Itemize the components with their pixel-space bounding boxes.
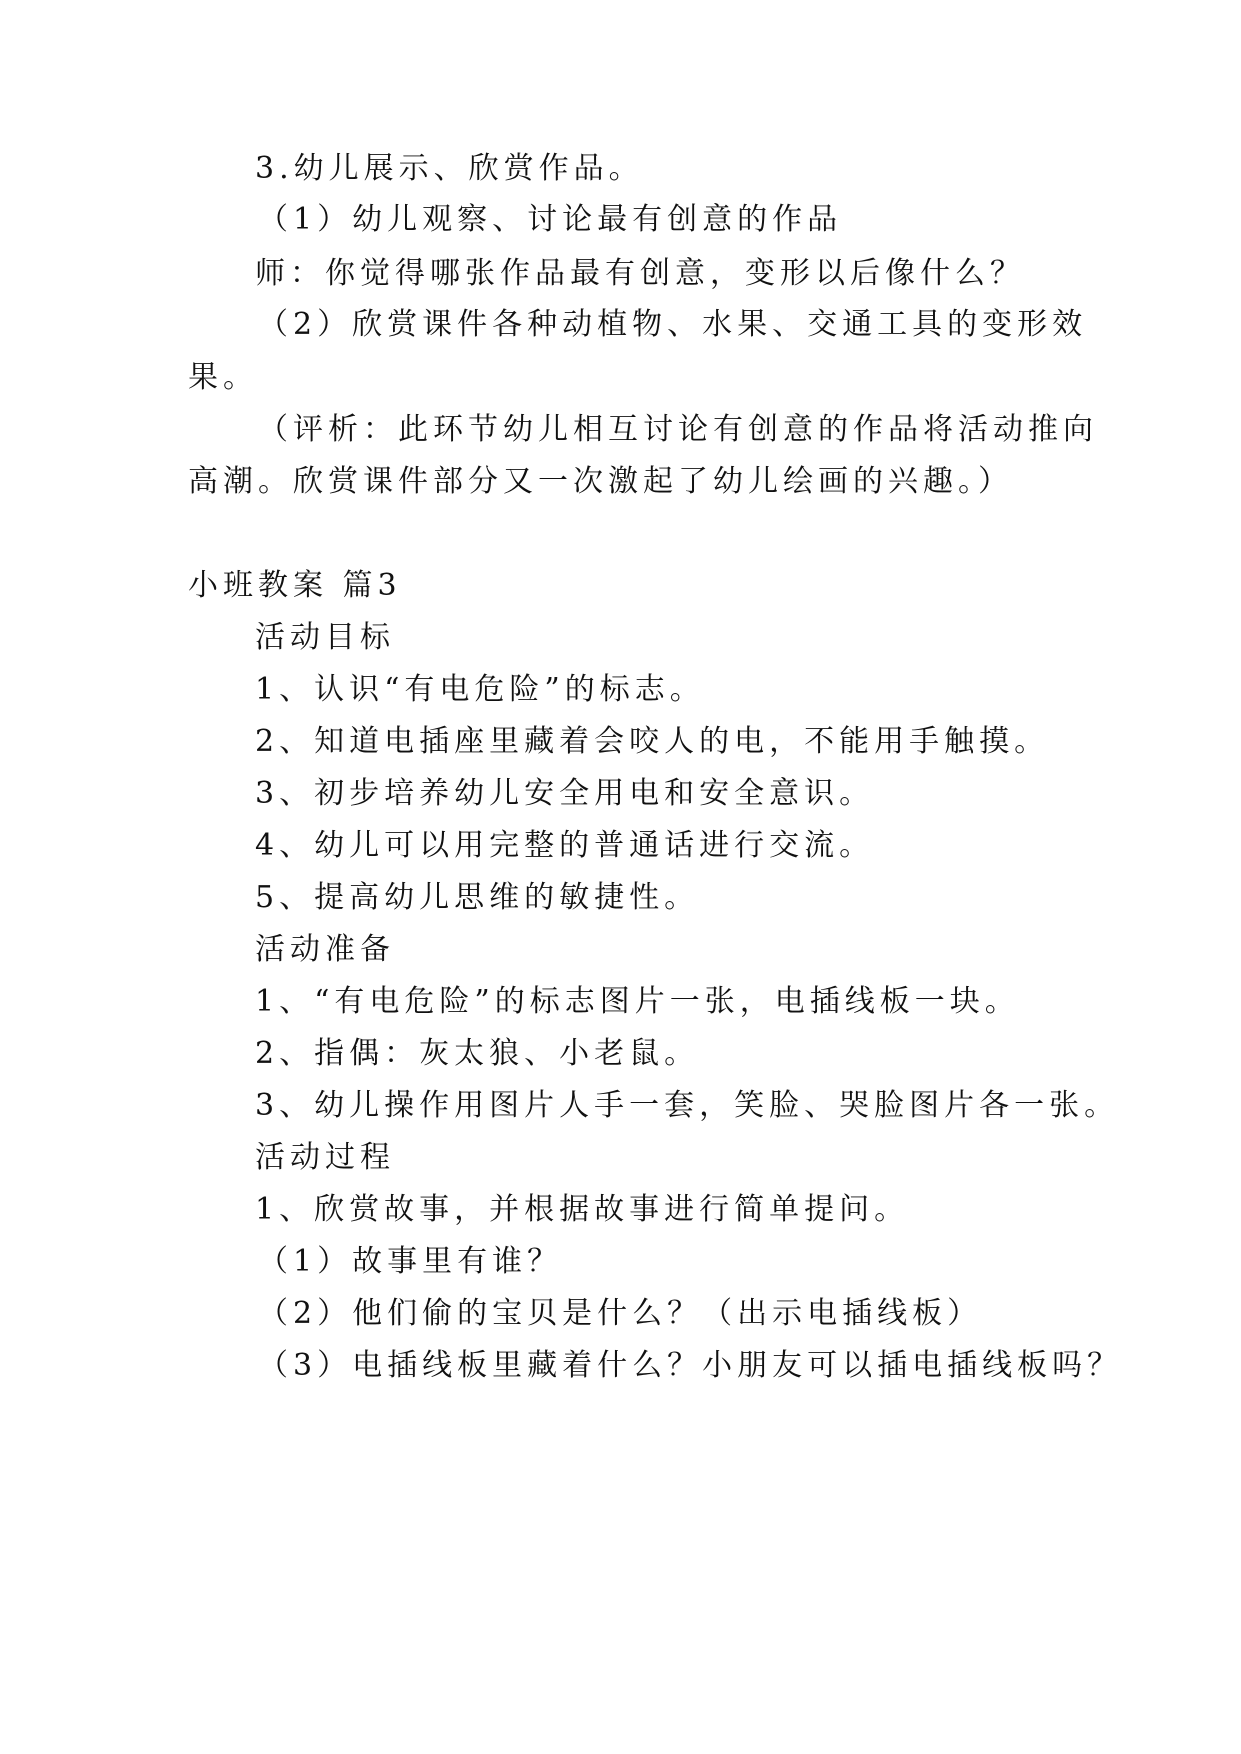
paragraph-step3-2-line2: 果。 bbox=[188, 360, 258, 395]
goals-title: 活动目标 bbox=[255, 620, 395, 655]
goal-item: 1、认识“有电危险”的标志。 bbox=[255, 672, 705, 707]
paragraph-step3-2-line1: （2）欣赏课件各种动植物、水果、交通工具的变形效 bbox=[258, 307, 1088, 342]
prep-item: 1、“有电危险”的标志图片一张，电插线板一块。 bbox=[255, 984, 1020, 1019]
prep-item: 2、指偶：灰太狼、小老鼠。 bbox=[255, 1036, 700, 1071]
goal-item: 3、初步培养幼儿安全用电和安全意识。 bbox=[255, 776, 875, 811]
process-item: （1）故事里有谁？ bbox=[258, 1244, 563, 1279]
process-title: 活动过程 bbox=[255, 1140, 395, 1175]
prep-title: 活动准备 bbox=[255, 932, 395, 967]
paragraph-comment-line2: 高潮。欣赏课件部分又一次激起了幼儿绘画的兴趣。） bbox=[188, 464, 1013, 499]
paragraph-teacher-question: 师：你觉得哪张作品最有创意，变形以后像什么？ bbox=[255, 256, 1025, 291]
process-item: （3）电插线板里藏着什么？小朋友可以插电插线板吗？ bbox=[258, 1348, 1123, 1383]
process-item: 1、欣赏故事，并根据故事进行简单提问。 bbox=[255, 1192, 910, 1227]
paragraph-step3-1: （1）幼儿观察、讨论最有创意的作品 bbox=[258, 202, 843, 237]
goal-item: 4、幼儿可以用完整的普通话进行交流。 bbox=[255, 828, 875, 863]
paragraph-comment-line1: （评析：此环节幼儿相互讨论有创意的作品将活动推向 bbox=[258, 412, 1098, 447]
process-item: （2）他们偷的宝贝是什么？（出示电插线板） bbox=[258, 1296, 983, 1331]
prep-item: 3、幼儿操作用图片人手一套，笑脸、哭脸图片各一张。 bbox=[255, 1088, 1120, 1123]
goal-item: 2、知道电插座里藏着会咬人的电，不能用手触摸。 bbox=[255, 724, 1050, 759]
paragraph-step3: 3.幼儿展示、欣赏作品。 bbox=[255, 151, 644, 186]
section-heading: 小班教案 篇3 bbox=[188, 568, 402, 603]
goal-item: 5、提高幼儿思维的敏捷性。 bbox=[255, 880, 700, 915]
